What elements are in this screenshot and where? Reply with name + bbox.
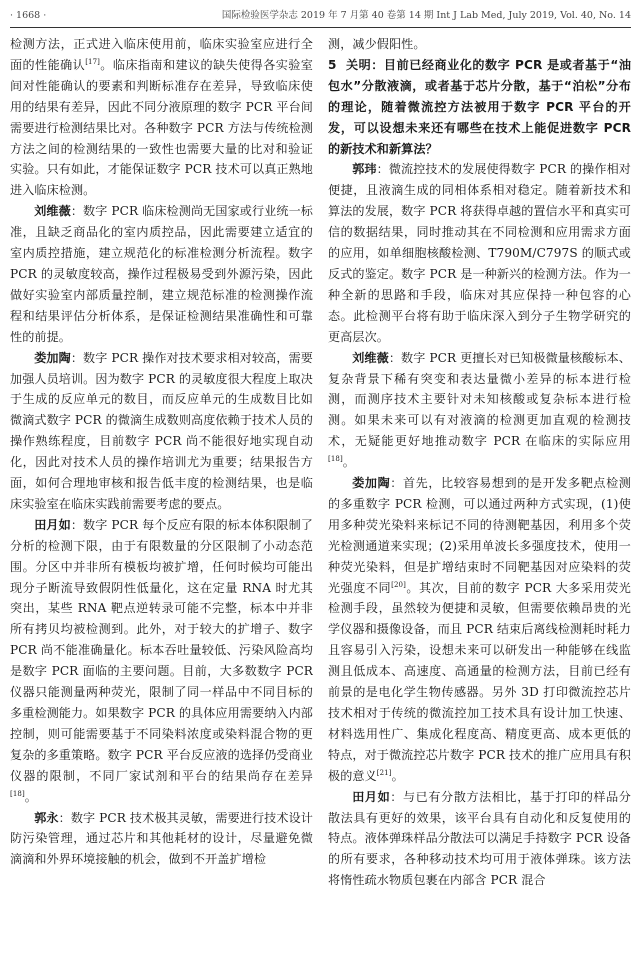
speaker-name: 郭玮 [352, 162, 377, 177]
question-number: 5 [328, 57, 337, 72]
citation: [18] [328, 455, 343, 464]
paragraph: 测，减少假阳性。 [328, 37, 426, 51]
citation: [18] [10, 789, 25, 798]
paragraph: 娄加陶：首先，比较容易想到的是开发多靶点检测的多重数字 PCR 检测，可以通过两种方式实现，(1)使用多种荧光染料来标记不同的待测靶基因，利用多个荧光检测通道来实现；(2)采用单波长多强度技术，使用一种荧光染料，但是扩增结束时不同靶基因对应染料的荧光强度不同[20]。其次，目前的数字 PCR 大多采用荧光检测手段，虽然较为便捷和灵敏，但需要依赖昂贵的光学仪器和摄像设备，而且 PCR 结束后离线检测耗时耗力且容易引入污染，设想未来可以研发出一种能够在线监测且低成本、高速度、高通量的检测方法，目前已经有前景的是电化学生物传感器。另外 3D 打印微流控芯片技术相对于传统的微流控加工技术具有设计加工快速、材料选用性广、集成化程度高、精度更高、成本更低的特点，对于微流控芯片数字 PCR 技术的推广应用具有积极的意义[21]。 [328, 476, 631, 783]
paragraph: 田月如：与已有分散方法相比，基于打印的样品分散法具有更好的效果，该平台具有自动化和反复使用的特点。液体弹珠样品分散法可以满足手持数字 PCR 设备的所有要求，各种移动技术均可用于液体弹珠。该方法将惰性疏水物质包裹在内部含 PCR 混合 [328, 789, 631, 888]
speaker-name: 刘维薇 [352, 350, 389, 365]
speaker-name: 郭永 [34, 810, 59, 825]
speaker-name: 娄加陶 [34, 350, 71, 365]
citation: [20] [391, 580, 406, 589]
citation: [17] [85, 57, 100, 66]
page-header [10, 6, 631, 28]
paragraph: 娄加陶：数字 PCR 操作对技术要求相对较高，需要加强人员培训。因为数字 PCR 的灵敏度很大程度上取决于生成的反应单元的数目，而反应单元的生成数目比如微滴式数字 PCR 的微滴生成数则高度依赖于技术人员的操作熟练程度，目前数字 PCR 尚不能很好地实现自动化，因此对技术人员的操作培训尤为重要；结果报告方面，如何合理地审核和报告低丰度的检测结果，也是临床实验室在临床实践前需要考虑的要点。 [10, 350, 313, 511]
right-column [328, 34, 631, 949]
paragraph: 刘维薇：数字 PCR 更擅长对已知极微量核酸标本、复杂背景下稀有突变和表达量微小差异的标本进行检测，而测序技术主要针对未知核酸或复杂标本进行检测。如果未来可以有对液滴的检测更加直观的检测技术，无疑能更好地推动数字 PCR 在临床的实际应用[18]。 [328, 350, 631, 470]
speaker-name: 娄加陶 [352, 476, 391, 491]
speaker-name: 田月如 [352, 789, 391, 804]
paragraph: 刘维薇：数字 PCR 临床检测尚无国家或行业统一标准，且缺乏商品化的室内质控品，因此需要建立适宜的室内质控措施，建立规范化的标准检测分析流程。数字 PCR 的灵敏度较高，操作过程极易受到外源污染，因此做好实验室内部质量控制，建立规范标准的检测操作流程和结果评估分析体系，是保证检测结果准确性和可靠性的前提。 [10, 204, 313, 344]
left-column [10, 34, 313, 949]
speaker-name: 田月如 [34, 517, 71, 532]
paragraph: 检测方法，正式进入临床使用前，临床实验室应进行全面的性能确认[17]。临床指南和建议的缺失使得各实验室间对性能确认的要素和判断标准存在差异，导致临床使用的结果有差异，因此不同分液原理的数字 PCR 平台间需要进行检测结果比对。各种数字 PCR 方法与传统检测方法之间的检测结果的一致性也需要大量的比对和验证实验。只有如此，才能保证数字 PCR 技术可以真正熟地进入临床检测。 [10, 37, 313, 198]
paragraph: 郭永：数字 PCR 技术极其灵敏，需要进行技术设计防污染管理，通过芯片和其他耗材的设计，尽量避免微滴滴和外界环境接触的机会，做到不开盖扩增检 [10, 810, 313, 867]
speaker-name: 刘维薇 [34, 204, 71, 219]
paragraph: 田月如：数字 PCR 每个反应有限的标本体积限制了分析的检测下限，由于有限数量的分区限制了小动态范围。分区中并非所有模板均被扩增，任何时候均可能出现分子断流导致假阴性低量化，这在定量 RNA 时尤其突出，某些 RNA 靶点逆转录可能不完整，标本中并非所有拷贝均被检测到。此外，对于较大的扩增子、数字 PCR 尚不能准确量化。标本吞吐量较低、污染风险高均是数字 PCR 面临的主要问题。目前，大多数数字 PCR 仪器只能测量两种荧光，限制了同一样品中不同目标的多重检测能力。如果数字 PCR 的具体应用需要纳入内部控制，则可能需要基于不同染料浓度或染料混合物的更复杂的多重策略。数字 PCR 平台反应液的选择仍受商业仪器的限制，不同厂家试剂和平台的结果尚存在差异[18]。 [10, 517, 313, 804]
page-number: · 1668 · [10, 10, 47, 21]
citation: [21] [376, 768, 392, 777]
question-heading: 5 关明：目前已经商业化的数字 PCR 是或者基于“油包水”分散液滴，或者基于芯片分散，基于“泊松”分布的理论，随着微流控方法被用于数字 PCR 平台的开发，可以设想未来还有哪些在技术上能促进数字 PCR 的新技术和新算法？ [328, 57, 631, 156]
journal-running-head: 国际检验医学杂志 2019 年 7 月第 40 卷第 14 期 Int J Lab Med, July 2019, Vol. 40, No. 14 [221, 10, 631, 21]
paragraph: 郭玮：微流控技术的发展使得数字 PCR 的操作相对便捷，且液滴生成的同相体系相对稳定。随着新技术和算法的发展，数字 PCR 将获得卓越的置信水平和真实可信的数据结果，同时推动其在不同检测和应用需求方面的应用，如单细胞核酸检测、T790M/C797S 的顺式或反式的鉴定。数字 PCR 是一种新兴的检测方法。作为一种全新的思路和手段，临床对其应保持一种包容的心态。此检测平台将有助于临床深入到分子生物学研究的更高层次。 [328, 162, 631, 344]
